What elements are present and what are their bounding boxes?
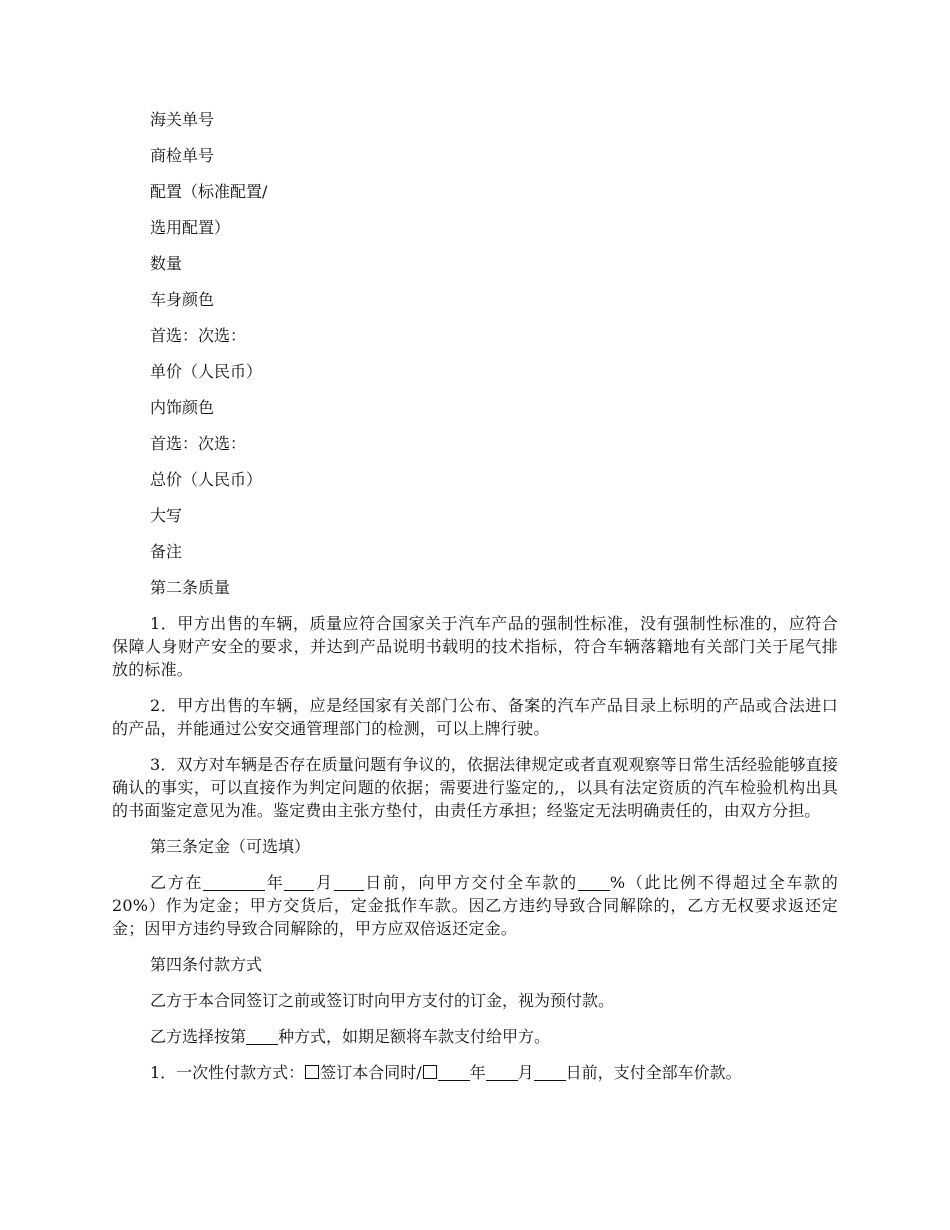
pay-day-blank[interactable] bbox=[534, 1064, 566, 1081]
pay-month-blank[interactable] bbox=[486, 1064, 518, 1081]
article-4-p2-end: 种方式，如期足额将车款支付给甲方。 bbox=[278, 1027, 551, 1046]
article-3-month-label: 月 bbox=[314, 873, 334, 892]
percent-blank[interactable] bbox=[578, 874, 610, 891]
field-body-color: 车身颜色 bbox=[150, 290, 215, 309]
field-interior-color-choice: 首选：次选： bbox=[150, 434, 247, 453]
article-4-title: 第四条付款方式 bbox=[150, 955, 263, 974]
article-4-p3-year: 年 bbox=[469, 1063, 486, 1082]
article-4-p3-start: 1．一次性付款方式： bbox=[150, 1063, 305, 1082]
pay-year-blank[interactable] bbox=[438, 1064, 470, 1081]
field-quantity: 数量 bbox=[150, 254, 183, 273]
article-3-title: 第三条定金（可选填） bbox=[150, 837, 311, 856]
article-3-paragraph bbox=[112, 871, 838, 940]
document-body bbox=[112, 108, 838, 1097]
article-3-text-start: 乙方在 bbox=[150, 873, 204, 892]
checkbox-by-date[interactable] bbox=[423, 1065, 437, 1079]
field-unit-price: 单价（人民币） bbox=[150, 362, 263, 381]
article-2-paragraph-3: 3．双方对车辆是否存在质量问题有争议的，依据法律规定或者直观观察等日常生活经验能够直接确认的事实，可以直接作为判定问题的依据；需要进行鉴定的,，以具有法定资质的汽车检验机构出具的书面鉴定意见为准。鉴定费由主张方垫付，由责任方承担；经鉴定无法明确责任的，由双方分担。 bbox=[112, 755, 838, 820]
month-blank[interactable] bbox=[284, 874, 314, 891]
field-configuration-cont: 选用配置） bbox=[150, 218, 231, 237]
article-2-paragraph-2: 2．甲方出售的车辆，应是经国家有关部门公布、备案的汽车产品目录上标明的产品或合法进口的产品，并能通过公安交通管理部门的检测，可以上牌行驶。 bbox=[112, 696, 838, 738]
field-amount-in-words: 大写 bbox=[150, 506, 183, 525]
field-customs-number: 海关单号 bbox=[150, 110, 215, 129]
day-blank[interactable] bbox=[334, 874, 364, 891]
method-number-blank[interactable] bbox=[246, 1028, 278, 1045]
checkbox-on-signing[interactable] bbox=[305, 1065, 319, 1079]
article-4-p3-opt1: 签订本合同时/ bbox=[320, 1063, 422, 1082]
field-interior-color: 内饰颜色 bbox=[150, 398, 215, 417]
article-4-paragraph-1: 乙方于本合同签订之前或签订时向甲方支付的订金，视为预付款。 bbox=[150, 991, 615, 1010]
field-inspection-number: 商检单号 bbox=[150, 146, 215, 165]
article-2-paragraph-1: 1．甲方出售的车辆，质量应符合国家关于汽车产品的强制性标准，没有强制性标准的，应符合保障人身财产安全的要求，并达到产品说明书载明的技术指标，符合车辆落籍地有关部门关于尾气排放的标准。 bbox=[112, 614, 838, 679]
article-4-paragraph-2 bbox=[112, 1025, 838, 1048]
article-2-title: 第二条质量 bbox=[150, 578, 231, 597]
article-4-p2-start: 乙方选择按第 bbox=[150, 1027, 247, 1046]
article-4-paragraph-3 bbox=[112, 1061, 838, 1084]
field-total-price: 总价（人民币） bbox=[150, 470, 263, 489]
article-4-p3-end: 日前，支付全部车价款。 bbox=[565, 1063, 742, 1082]
article-4-p3-month: 月 bbox=[517, 1063, 534, 1082]
year-blank[interactable] bbox=[203, 874, 265, 891]
field-configuration: 配置（标准配置/ bbox=[150, 182, 268, 201]
field-body-color-choice: 首选：次选： bbox=[150, 326, 247, 345]
article-3-year-label: 年 bbox=[265, 873, 285, 892]
field-remarks: 备注 bbox=[150, 542, 183, 561]
article-3-day-label: 日前，向甲方交付全车款的 bbox=[363, 873, 578, 892]
article-3-text-rest: %（此比例不得超过全车款的 20%）作为定金；甲方交货后，定金抵作车款。因乙方违约导致合同解除的，乙方无权要求返还定金；因甲方违约导致合同解除的，甲方应双倍返还定金。 bbox=[112, 873, 838, 938]
